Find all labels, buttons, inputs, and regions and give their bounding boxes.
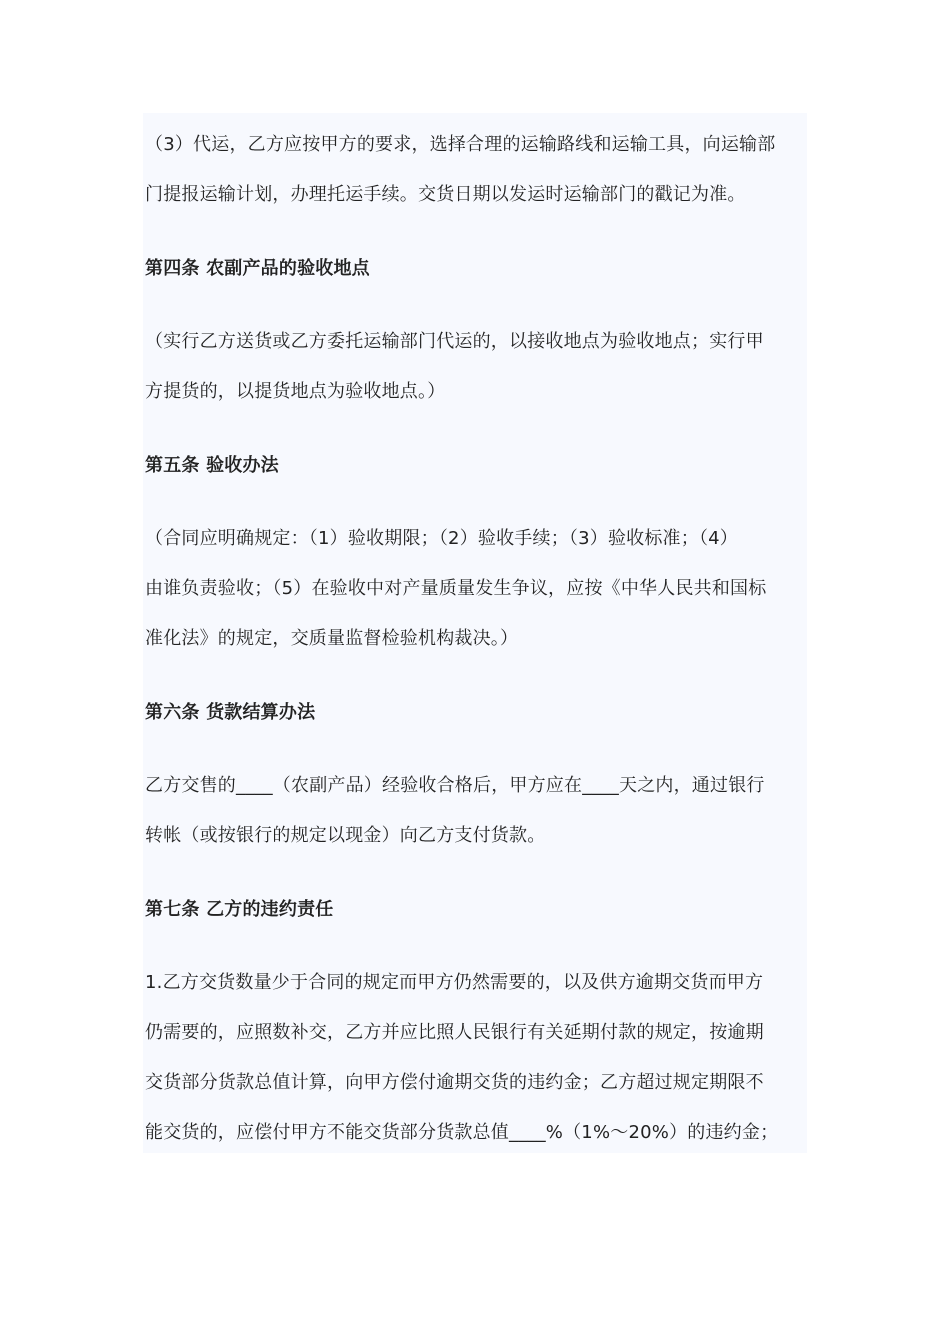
contract-text-block bbox=[143, 113, 807, 1153]
paragraph-line: 门提报运输计划，办理托运手续。交货日期以发运时运输部门的戳记为准。 bbox=[145, 184, 746, 205]
section-heading-article-4: 第四条 农副产品的验收地点 bbox=[145, 258, 370, 279]
paragraph-line: （合同应明确规定：（1）验收期限；（2）验收手续；（3）验收标准；（4） bbox=[145, 528, 739, 549]
paragraph-line: 交货部分货款总值计算，向甲方偿付逾期交货的违约金；乙方超过规定期限不 bbox=[145, 1072, 764, 1093]
section-heading-article-7: 第七条 乙方的违约责任 bbox=[145, 899, 334, 920]
paragraph-line: 由谁负责验收；（5）在验收中对产量质量发生争议，应按《中华人民共和国标 bbox=[145, 578, 767, 599]
section-heading-article-6: 第六条 货款结算办法 bbox=[145, 702, 316, 723]
paragraph-line: 方提货的，以提货地点为验收地点。） bbox=[145, 381, 446, 402]
section-heading-article-5: 第五条 验收办法 bbox=[145, 455, 279, 476]
paragraph-line: 1.乙方交货数量少于合同的规定而甲方仍然需要的，以及供方逾期交货而甲方 bbox=[145, 972, 764, 993]
paragraph-line: 转帐（或按银行的规定以现金）向乙方支付货款。 bbox=[145, 825, 546, 846]
paragraph-line: （实行乙方送货或乙方委托运输部门代运的，以接收地点为验收地点；实行甲 bbox=[145, 331, 764, 352]
paragraph-line: （3）代运，乙方应按甲方的要求，选择合理的运输路线和运输工具，向运输部 bbox=[145, 134, 776, 155]
paragraph-line: 准化法》的规定，交质量监督检验机构裁决。） bbox=[145, 628, 519, 649]
paragraph-line: 乙方交售的____（农副产品）经验收合格后，甲方应在____天之内，通过银行 bbox=[145, 775, 765, 796]
paragraph-line: 仍需要的，应照数补交，乙方并应比照人民银行有关延期付款的规定，按逾期 bbox=[145, 1022, 764, 1043]
paragraph-line: 能交货的，应偿付甲方不能交货部分货款总值____%（1%～20%）的违约金； bbox=[145, 1122, 779, 1143]
